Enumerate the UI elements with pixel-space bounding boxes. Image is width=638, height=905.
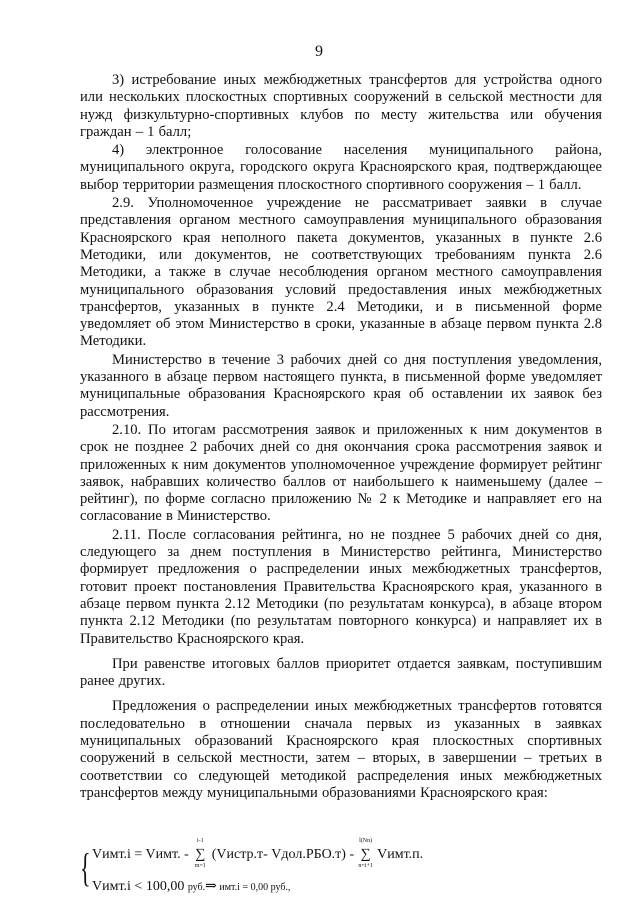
sum-1-lower-limit: m=1 (194, 863, 206, 870)
sum-symbol-1: ∑ i-1 m=1 (192, 846, 208, 863)
sum-symbol-2: ∑ l(Nn) n=i+1 (358, 838, 373, 870)
paragraph-criterion-4: 4) электронное голосование населения муниципального района, муниципального округа, городского округа Красноярского края, подтверждающее выбор территории размещения плоскостного спортивного сооружения – 1 балл. (80, 142, 602, 193)
paragraph-2-9: 2.9. Уполномоченное учреждение не рассматривает заявки в случае представления органом местного самоуправления муниципального образования Красноярского края неполного пакета документов, указанных в пункте 2.6 Методики, или документов, не соответствующих требованиям пункта 2.6 Методики, а также в случае несоблюдения органом местного самоуправления муниципального образования условий предоставления иных межбюджетных трансфертов, указанных в пункте 2.4 Методики, и в письменной форме уведомляет об этом Министерство в сроки, указанные в абзаце первом пункта 2.8 Методики. (80, 195, 602, 350)
sum-2-lower-limit: n=i+1 (358, 863, 373, 870)
paragraph-equal-scores: При равенстве итоговых баллов приоритет отдается заявкам, поступившим ранее других. (80, 655, 602, 690)
formula-line-2-unit: руб. (187, 882, 206, 893)
sum-2-upper-limit: l(Nn) (359, 838, 373, 844)
paragraph-ministry-notice: Министерство в течение 3 рабочих дней со дня поступления уведомления, указанного в абзаце первом настоящего пункта, в письменной форме уведомляет муниципальные образования Красноярского края об оставлении их заявок без рассмотрения. (80, 351, 602, 420)
implies-arrow-icon: ⇒ (205, 879, 217, 894)
formula-line-1-lhs: Vимт.i = Vимт. - (92, 847, 193, 862)
paragraph-distribution-method: Предложения о распределении иных межбюджетных трансфертов готовятся последовательно в отношении сначала первых из указанных в заявках муниципальных образований Красноярского края плоскостных спортивных сооружений в сельской местности, затем – вторых, в завершении – третьих в соответствии со следующей методикой распределения иных межбюджетных трансфертов между муниципальными образованиями Красноярского края: (80, 698, 602, 801)
formula-line-1-sum2-body: Vимт.п. (373, 847, 424, 862)
formula-line-2 (92, 878, 290, 896)
paragraph-criterion-3: 3) истребование иных межбюджетных трансфертов для устройства одного или нескольких плоскостных спортивных сооружений в сельской местности для нужд физкультурно-спортивных клубов по месту жительства или обучения граждан – 1 балл; (80, 72, 602, 140)
paragraph-2-10: 2.10. По итогам рассмотрения заявок и приложенных к ним документов в срок не позднее 2 рабочих дней со дня окончания срока рассмотрения заявок и приложенных к ним документов уполномоченное учреждение формирует рейтинг заявок, набравших количество баллов от наибольшего к наименьшему (далее – рейтинг), по форме согласно приложению № 2 к Методике и направляет его на согласование в Министерство. (80, 421, 602, 525)
document-body (80, 72, 602, 802)
formula-brace: { (80, 845, 91, 890)
sum-1-upper-limit: i-1 (196, 838, 204, 844)
formula-line-2-lhs: Vимт.i < 100,00 (92, 879, 188, 894)
page-number: 9 (315, 43, 323, 60)
formula-line-1 (92, 838, 424, 870)
formula-line-2-rhs: имт.i = 0,00 руб., (216, 882, 291, 893)
paragraph-2-11: 2.11. После согласования рейтинга, но не позднее 5 рабочих дней со дня, следующего за днем поступления в Министерство рейтинга, Министерство формирует предложения о распределении иных межбюджетных трансфертов, готовит проект постановления Правительства Красноярского края, указанного в абзаце первом пункта 2.12 Методики (по результатам конкурса), в абзаце втором пункта 2.12 Методики (по результатам повторного конкурса) и направляет их в Правительство Красноярского края. (80, 526, 602, 647)
distribution-formula (80, 838, 602, 900)
formula-line-1-sum1-body: (Vистр.т- Vдол.РБО.т) - (208, 847, 358, 862)
